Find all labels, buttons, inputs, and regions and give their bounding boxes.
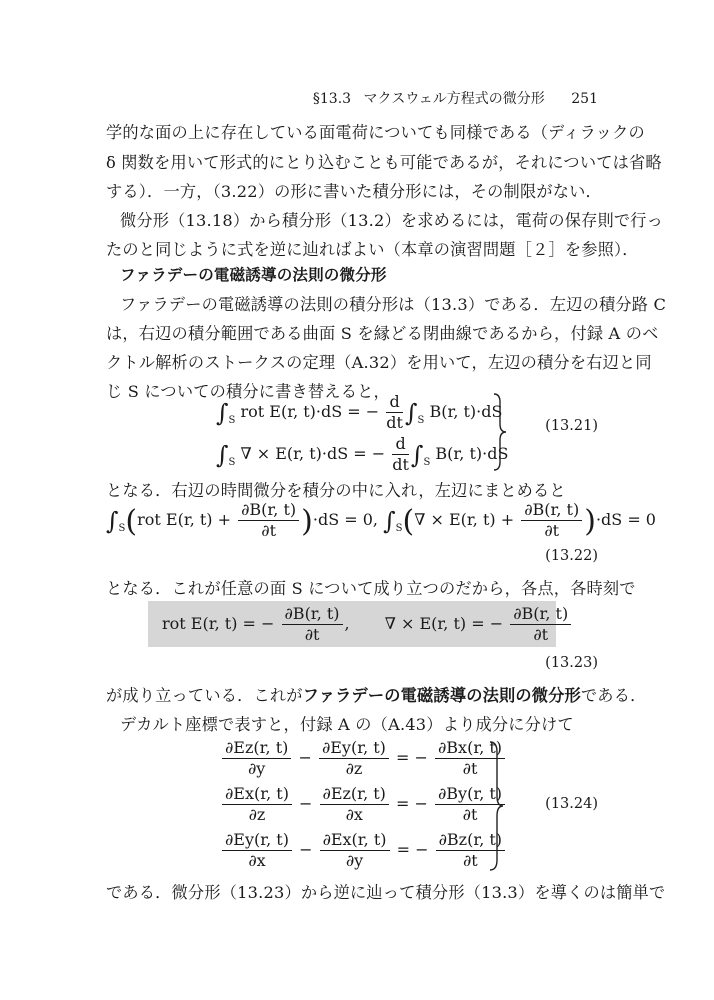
equation-number: (13.21) bbox=[545, 418, 598, 434]
text-line: δ 関数を用いて形式的にとり込むことも可能であるが，それについては省略 bbox=[106, 153, 662, 172]
equation-number: (13.22) bbox=[545, 548, 598, 564]
equation-13-24-row2: $\frac{\partial Ex(r, t)}{\partial z}$ − $\frac{\partial Ez(r, t)}{\partial x}$ = − $\frac{\partial By(r, t)}{\partial t}$ bbox=[220, 784, 507, 825]
running-header bbox=[313, 88, 598, 108]
equation-13-24-row3: $\frac{\partial Ey(r, t)}{\partial x}$ − $\frac{\partial Ex(r, t)}{\partial y}$ = − $\frac{\partial Bz(r, t)}{\partial t}$ bbox=[220, 830, 507, 871]
text-line: ファラデーの電磁誘導の法則の積分形は（13.3）である．左辺の積分路 C bbox=[120, 295, 667, 314]
equation-13-22: $\int_S(rot$ E(r, t) + $\frac{\partial B(r, t)}{\partial t}$ )·dS = 0, $\int_S(\nabla \times E(r$, t) + $\frac{\partial B(r, t)}{\partial t}$ )·dS = 0 bbox=[106, 500, 656, 540]
text-line: が成り立っている．これがファラデーの電磁誘導の法則の微分形である． bbox=[106, 686, 647, 705]
text-line: となる．右辺の時間微分を積分の中に入れ，左辺にまとめると bbox=[106, 481, 566, 500]
section-number: §13.3 bbox=[312, 91, 352, 107]
text-line: は，右辺の積分範囲である曲面 S を縁どる閉曲線であるから，付録 A のベ bbox=[106, 324, 659, 343]
text-line: デカルト座標で表すと，付録 A の（A.43）より成分に分けて bbox=[120, 715, 574, 734]
equation-13-21-line2: $\int_S$ ∇ × E(r, t)·dS = − $\frac{d}{dt}$ $\int_S$ B(r, t)·dS bbox=[216, 434, 509, 474]
text-line: 微分形（13.18）から積分形（13.2）を求めるには，電荷の保存則で行っ bbox=[120, 211, 664, 230]
equation-number: (13.23) bbox=[545, 655, 598, 671]
text-line: する）．一方，（3.22）の形に書いた積分形には，その制限がない． bbox=[106, 182, 602, 201]
equation-13-21-line1: $\int_S$ rot E(r, t)·dS = − $\frac{d}{dt}$ $\int_S$ B(r, t)·dS bbox=[216, 392, 503, 432]
section-title: マクスウェル方程式の微分形 bbox=[363, 91, 545, 107]
subsection-heading: ファラデーの電磁誘導の法則の微分形 bbox=[120, 266, 387, 284]
text-line: である．微分形（13.23）から逆に辿って積分形（13.3）を導くのは簡単で bbox=[106, 883, 666, 902]
equation-number: (13.24) bbox=[545, 796, 598, 812]
right-brace bbox=[490, 392, 510, 472]
text-line: 学的な面の上に存在している面電荷についても同様である（ディラックの bbox=[106, 123, 645, 142]
equation-13-23: rot E(r, t) = − $\frac{\partial B(r, t)}{\partial t}$ , ∇ × E(r, t) = − $\frac{\partial B(r, t)}{\partial t}$ bbox=[162, 604, 573, 645]
text-line: クトル解析のストークスの定理（A.32）を用いて，左辺の積分を右辺と同 bbox=[106, 353, 652, 372]
right-brace bbox=[486, 740, 506, 872]
text-line: じ S についての積分に書き替えると， bbox=[106, 382, 390, 401]
text-line: となる．これが任意の面 S について成り立つのだから，各点，各時刻で bbox=[106, 579, 636, 598]
highlighted-term: ファラデーの電磁誘導の法則の微分形 bbox=[302, 686, 581, 705]
page-number: 251 bbox=[571, 91, 598, 107]
equation-13-24-row1: $\frac{\partial Ez(r, t)}{\partial y}$ − $\frac{\partial Ey(r, t)}{\partial z}$ = − $\frac{\partial Bx(r, t)}{\partial t}$ bbox=[220, 738, 507, 779]
text-line: たのと同じように式を逆に辿ればよい（本章の演習問題［２］を参照）． bbox=[106, 240, 639, 259]
